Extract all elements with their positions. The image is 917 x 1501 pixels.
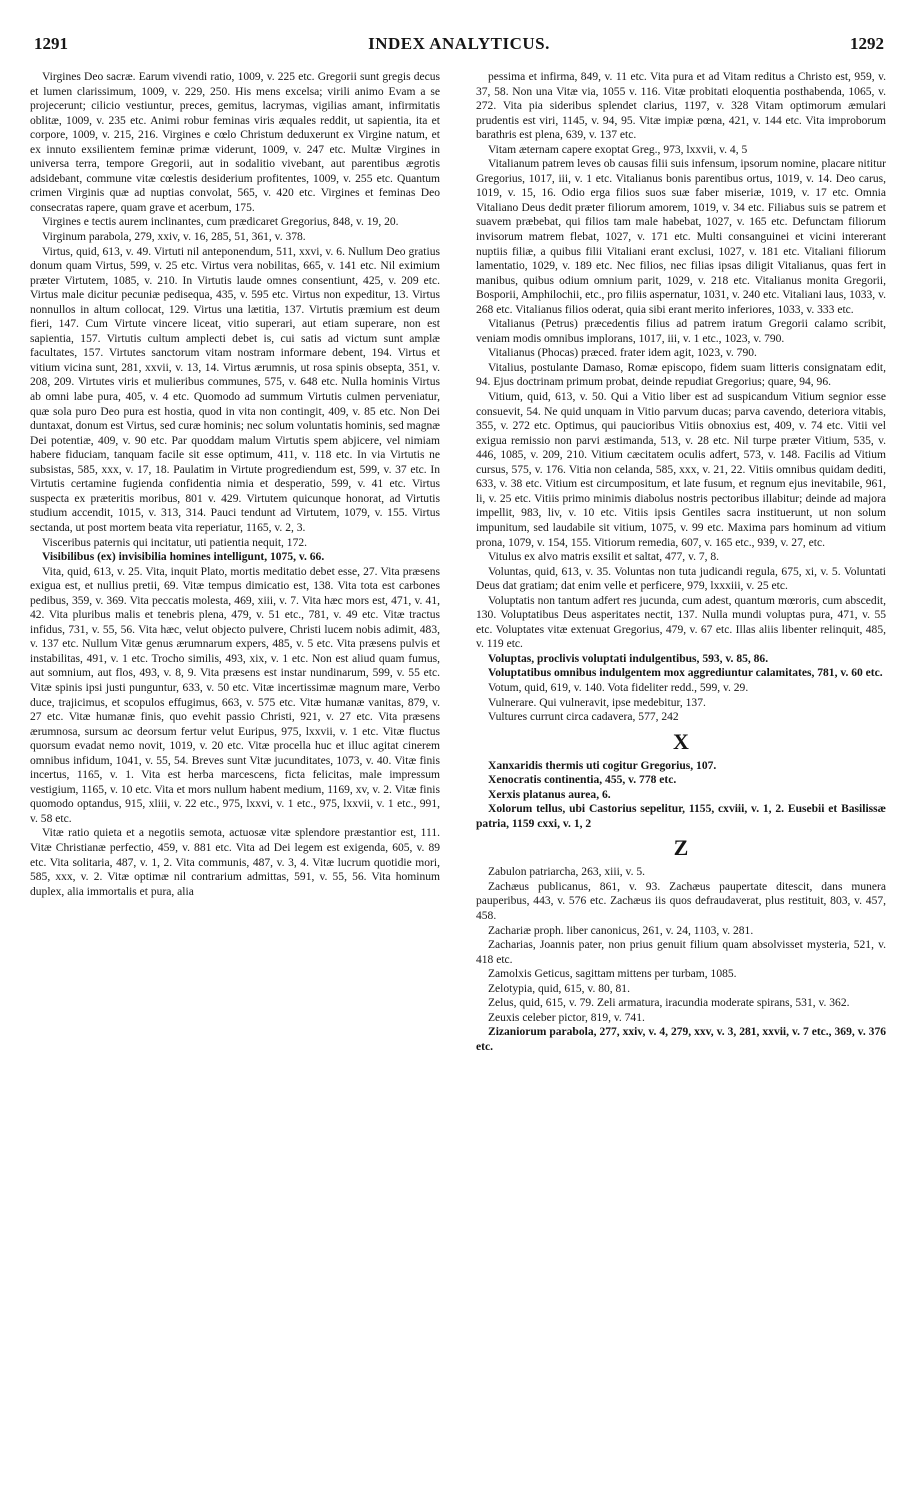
index-entry: Voluptatibus omnibus indulgentem mox aggrediuntur calamitates, 781, v. 60 etc. <box>488 667 883 680</box>
index-entry: Virginum parabola, 279, xxiv, v. 16, 285, 51, 361, v. 378. <box>42 231 306 244</box>
index-entry: Voluntas, quid, 613, v. 35. Voluntas non tuta judicandi regula, 675, xi, v. 5. Voluntati Deus dat gratiam; dat enim velle et perficere, 979, lxxxiii, v. 25 etc. <box>476 565 886 593</box>
index-entry: Voluptas, proclivis voluptati indulgentibus, 593, v. 85, 86. <box>488 652 769 665</box>
index-entry: Zelotypia, quid, 615, v. 80, 81. <box>488 982 630 995</box>
index-entry: Zachæus publicanus, 861, v. 93. Zachæus paupertate ditescit, dans munera pauperibus, 443, v. 576 etc. Zachæus iis quos defraudaverat, plus restituit, 803, v. 457, 458. <box>476 880 886 922</box>
index-entry: Vitam æternam capere exoptat Greg., 973, lxxvii, v. 4, 5 <box>488 143 748 156</box>
index-entry: Vitalianum patrem leves ob causas filii suis infensum, ipsorum nomine, placare nititur Gregorius, 1017, iii, v. 1 etc. Vitalianus bonis parentibus ortus, 1019, v. 14. Deo carus, 1019, v. 15, 16. Odio erga filios suos suæ faber miseriæ, 1019, v. 17 etc. Omnia Vitaliano Deus dedit præter filiorum amorem, 1019, v. 34 etc. Filiabus suis se patrem et suavem præbebat, qui filios tam male habebat, 1027, v. 165 etc. Defunctam filiorum invisorum matrem flebat, 1027, v. 171 etc. Multi consanguinei et vicini intererant nuptiis filiæ, a quibus filii Vitaliani erant exclusi, 1027, v. 181 etc. Vitaliani filiorum lamentatio, 1029, v. 189 etc. Nec filios, nec filias ipsas diligit Vitalianus, quas fert in manibus, quibus odium omnium parit, 1029, v. 218 etc. Vitalianus monita Gregorii, Bosporii, Amphilochii, etc., pro filiis aspernatur, 1031, v. 240 etc. Vitaliani laus, 1033, v. 268 etc. Vitalianus filios oderat, quia sibi erant merito inferiores, 1033, v. 333 etc. <box>476 158 886 316</box>
page-number-left: 1291 <box>34 34 68 53</box>
index-entry: Vita, quid, 613, v. 25. Vita, inquit Plato, mortis meditatio debet esse, 27. Vita præsens exigua est, et nullius pretii, 69. Vitæ tempus dimicatio est, 138. Vita tota est carbones pedibus, 359, v. 369. Vita peccatis molesta, 469, xiii, v. 7. Vita hæc mors est, 471, v. 41, 42. Vita pluribus malis et tenebris plena, 479, v. 51 etc., 781, v. 49 etc. Vitæ tractus infidus, 731, v. 55, 56. Vita hæc, velut objecto pulvere, Christi lucem nobis adimit, 483, v. 137 etc. Nullum Vitæ genus ærumnarum expers, 485, v. 5 etc. Vita præsens pulvis et instabilitas, 491, v. 1 etc. Trocho similis, 493, xix, v. 1 etc. Non est aliud quam fumus, aut somnium, aut flos, 493, v. 8, 9. Vita præsens est instar nundinarum, 599, v. 55 etc. Vitæ spinis ipsi justi punguntur, 633, v. 50 etc. Vitæ incertissimæ magnum mare, Verbo duce, trajicimus, et scopulos effugimus, 663, v. 575 etc. Vitæ humanæ vanitas, 879, v. 27 etc. Vitæ humanæ finis, quo evehit passio Christi, 921, v. 27 etc. Vita præsens ærumnosa, sursum ac deorsum fertur velut Euripus, 975, lxxvii, v. 1 etc. Vitæ fluctus quorsum evadat nemo novit, 1019, v. 20 etc. Vitæ procella huc et illuc agitat cinerem omnibus infidum, 1041, v. 55, 54. Breves sunt Vitæ jucunditates, 1073, v. 40. Vitæ finis incertus, 1165, v. 1. Vita est herba marcescens, ficta felicitas, male impressum vestigium, 1165, v. 10 etc. Vita et mors nullum habent medium, 1169, xv, v. 2. Vitæ finis quomodo optandus, 915, xliii, v. 22 etc., 975, lxxvi, v. 1 etc., 975, lxxvii, v. 1 etc., 991, v. 58 etc. <box>30 565 440 825</box>
right-column <box>476 70 886 1054</box>
index-entry: Vitalius, postulante Damaso, Romæ episcopo, fidem suam litteris consignatam edit, 94. Ejus doctrinam primum probat, deinde repudiat Gregorius; quare, 94, 96. <box>476 361 886 389</box>
index-entry: Vulnerare. Qui vulneravit, ipse medebitur, 137. <box>488 696 706 709</box>
index-entry: Zelus, quid, 615, v. 79. Zeli armatura, iracundia moderate spirans, 531, v. 362. <box>488 997 850 1010</box>
index-entry: Virgines Deo sacræ. Earum vivendi ratio, 1009, v. 225 etc. Gregorii sunt gregis decus et lumen clarissimum, 1009, v. 229, 250. His mens excelsa; virili animo Evam a se projecerunt; cilicio vestiuntur, preces, gemitus, lacrymas, vigilias amant, infirmitatis oblitæ, 1009, v. 235 etc. Animi robur feminas viris æquales reddit, ut sapientia, ita et corpore, 1009, v. 215, 216. Virgines e cœlo Christum deduxerunt ex Virgine natum, et ex innuto exsilientem feminæ primæ viderunt, 1009, v. 247 etc. Multæ Virgines in universa terra, tempore Gregorii, aut in sodalitio vivebant, aut parentibus ægrotis adsidebant, commune vitæ cœlestis desiderium profitentes, 1009, v. 255 etc. Quantum crimen Virginis quæ ad nuptias convolat, 565, v. 420 etc. Virgines et feminas Deo consecratas rapere, quam grave et acerbum, 175. <box>30 71 440 214</box>
index-entry: Xenocratis continentia, 455, v. 778 etc. <box>488 774 677 787</box>
index-entry: Zachariæ proph. liber canonicus, 261, v. 24, 1103, v. 281. <box>488 924 754 937</box>
index-entry: Zizaniorum parabola, 277, xxiv, v. 4, 279, xxv, v. 3, 281, xxvii, v. 7 etc., 369, v. 376 etc. <box>476 1026 886 1053</box>
index-entry: Vitalianus (Petrus) præcedentis filius ad patrem iratum Gregorii calamo scribit, veniam modis omnibus implorans, 1017, iii, v. 1 etc., 1023, v. 790. <box>476 318 886 345</box>
index-entry: Vitæ ratio quieta et a negotiis semota, actuosæ vitæ splendore præstantior est, 111. Vitæ Christianæ perfectio, 459, v. 881 etc. Vita ad Dei legem est exigenda, 605, v. 89 etc. Vita solitaria, 487, v. 1, 2. Vita communis, 487, v. 3, 4. Vitæ lucrum quotidie mori, 585, xxx, v. 2. Vitæ optimæ nil contrarium admittas, 591, v. 55, 56. Vita hominum duplex, alia immortalis et pura, alia <box>30 827 440 898</box>
index-entry: Vultures currunt circa cadavera, 577, 242 <box>488 711 679 724</box>
index-entry: Vitulus ex alvo matris exsilit et saltat, 477, v. 7, 8. <box>488 551 720 564</box>
index-entry: Virtus, quid, 613, v. 49. Virtuti nil anteponendum, 511, xxvi, v. 6. Nullum Deo gratius donum quam Virtus, 599, v. 25 etc. Virtus vera nobilitas, 665, v. 141 etc. Nil eximium præter Virtutem, 1085, v. 210. In Virtutis laude omnes consentiunt, 425, v. 209 etc. Virtus male dicitur pecuniæ pedisequa, 435, v. 595 etc. Virtus non expeditur, 13. Virtus nonnullos in altum collocat, 129. Virtus una lætitia, 137. Virtutis præmium est deum fieri, 147. Cum Virtute vincere liceat, vitio superari, aut etiam superare, non est sapientia, 157. Virtutis cultum amplecti debet is, cui satis ad victum sunt amplæ facultates, 157. Virtutes sanctorum vitam nostram informare debent, 194. Virtus et vitium vicina sunt, 281, xxvii, v. 13, 14. Virtus ærumnis, ut rosa spinis obsepta, 351, v. 208, 209. Virtutes viris et mulieribus communes, 575, v. 648 etc. Nulla hominis Virtus ab omni labe pura, 405, v. 4 etc. Quomodo ad summum Virtutis culmen perveniatur, quæ sola puro Deo pura est hostia, quod in vita non contingit, 409, v. 85 etc. Non Dei duntaxat, donum est Virtus, sed curæ hominis; nec solum voluntatis hominis, sed magnæ Dei potentiæ, 409, v. 90 etc. Par quoddam malum Virtutis spem abjicere, vel nimiam habere fiduciam, tanquam facile sit esse optimum, 411, v. 118 etc. In via Virtutis ne subsistas, 585, xxx, v. 17, 18. Paulatim in Virtute progrediendum est, 599, v. 37 etc. In Virtutis certamine fugienda confidentia nimia et desperatio, 599, v. 41 etc. Virtus suspecta ex præteritis moribus, 801 v. 429. Virtutem quicunque honorat, ad Virtutis studium accendit, 1015, v. 313, 314. Pauci tendunt ad Virtutem, 1079, v. 155. Virtus sectanda, ut post mortem beata vita reperiatur, 1165, v. 2, 3. <box>30 245 440 534</box>
page-number-right: 1292 <box>850 34 884 53</box>
index-entry: Xolorum tellus, ubi Castorius sepelitur, 1155, cxviii, v. 1, 2. Eusebii et Basilissæ patria, 1159 cxxi, v. 1, 2 <box>476 803 886 830</box>
index-entry: Voluptatis non tantum adfert res jucunda, cum adest, quantum mœroris, cum abscedit, 130. Voluptatibus Deus asperitates nectit, 137. Nulla mundi voluptas pura, 471, v. 55 etc. Voluptates vitæ extenuat Gregorius, 479, v. 67 etc. Illas aliis libenter relinquit, 485, v. 119 etc. <box>476 594 886 651</box>
index-entry: Xanxaridis thermis uti cogitur Gregorius, 107. <box>488 759 717 772</box>
index-entry: Zacharias, Joannis pater, non prius genuit filium quam absolvisset mysteria, 521, v. 418 etc. <box>476 939 886 966</box>
index-entry: Visceribus paternis qui incitatur, uti patientia nequit, 172. <box>42 536 308 549</box>
index-entry: Zamolxis Geticus, sagittam mittens per turbam, 1085. <box>488 968 737 981</box>
section-letter: Z <box>673 835 689 861</box>
index-entry: pessima et infirma, 849, v. 11 etc. Vita pura et ad Vitam reditus a Christo est, 959, v. 37, 58. Non una Vitæ via, 1055 v. 116. Vitæ probitati eloquentia posthabenda, 1065, v. 272. Vita pia sideribus splendet clarius, 1197, v. 328 Vitam optimorum æmulari prudentis est viri, 1145, v. 94, 95. Vitæ impiæ pœna, 421, v. 144 etc. Vita improborum barathris est plena, 639, v. 137 etc. <box>476 71 886 142</box>
index-entry: Vitium, quid, 613, v. 50. Qui a Vitio liber est ad suspicandum Vitium segnior esse consuevit, 54. Ne quid unquam in Vitio parvum ducas; parva cavendo, deteriora vitabis, 355, v. 272 etc. Optimus, qui paucioribus Vitiis obnoxius est, 409, v. 74 etc. Vitii vel exigua remissio non parvi æstimanda, 513, v. 28 etc. Nil turpe præter Vitium, 535, v. 446, 1085, v. 209, 210. Vitium cæcitatem oculis adfert, 573, v. 148. Facilis ad Vitium cursus, 575, v. 176. Vitia non celanda, 585, xxx, v. 21, 22. Vitiis omnibus quidam dediti, 633, v. 38 etc. Vitium est circumpositum, et late fusum, et regnum ejus inevitabile, 961, li, v. 25 etc. Vitiis primo minimis diabolus nostris pectoribus illabitur; deinde ad majora impellit, 983, liv, v. 10 etc. Vitiis ipsis Gentiles sacra instituerunt, ut non solum impunitum, sed laudabile sit vitium, 1075, v. 99 etc. Maxima pars hominum ad vitium prona, 1079, v. 154, 155. Vitiorum remedia, 607, v. 165 etc., 939, v. 27, etc. <box>476 391 886 549</box>
page-header <box>34 34 884 60</box>
left-column <box>30 70 440 899</box>
section-letter: X <box>673 728 689 754</box>
index-entry: Votum, quid, 619, v. 140. Vota fideliter redd., 599, v. 29. <box>488 681 749 694</box>
index-entry: Virgines e tectis aurem inclinantes, cum prædicaret Gregorius, 848, v. 19, 20. <box>42 216 399 229</box>
index-entry: Vitalianus (Phocas) præced. frater idem agit, 1023, v. 790. <box>488 347 757 360</box>
running-title: INDEX ANALYTICUS. <box>368 34 550 53</box>
index-entry: Xerxis platanus aurea, 6. <box>488 788 611 801</box>
index-entry: Visibilibus (ex) invisibilia homines intelligunt, 1075, v. 66. <box>42 551 325 564</box>
index-entry: Zabulon patriarcha, 263, xiii, v. 5. <box>488 866 646 879</box>
index-entry: Zeuxis celeber pictor, 819, v. 741. <box>488 1011 645 1024</box>
